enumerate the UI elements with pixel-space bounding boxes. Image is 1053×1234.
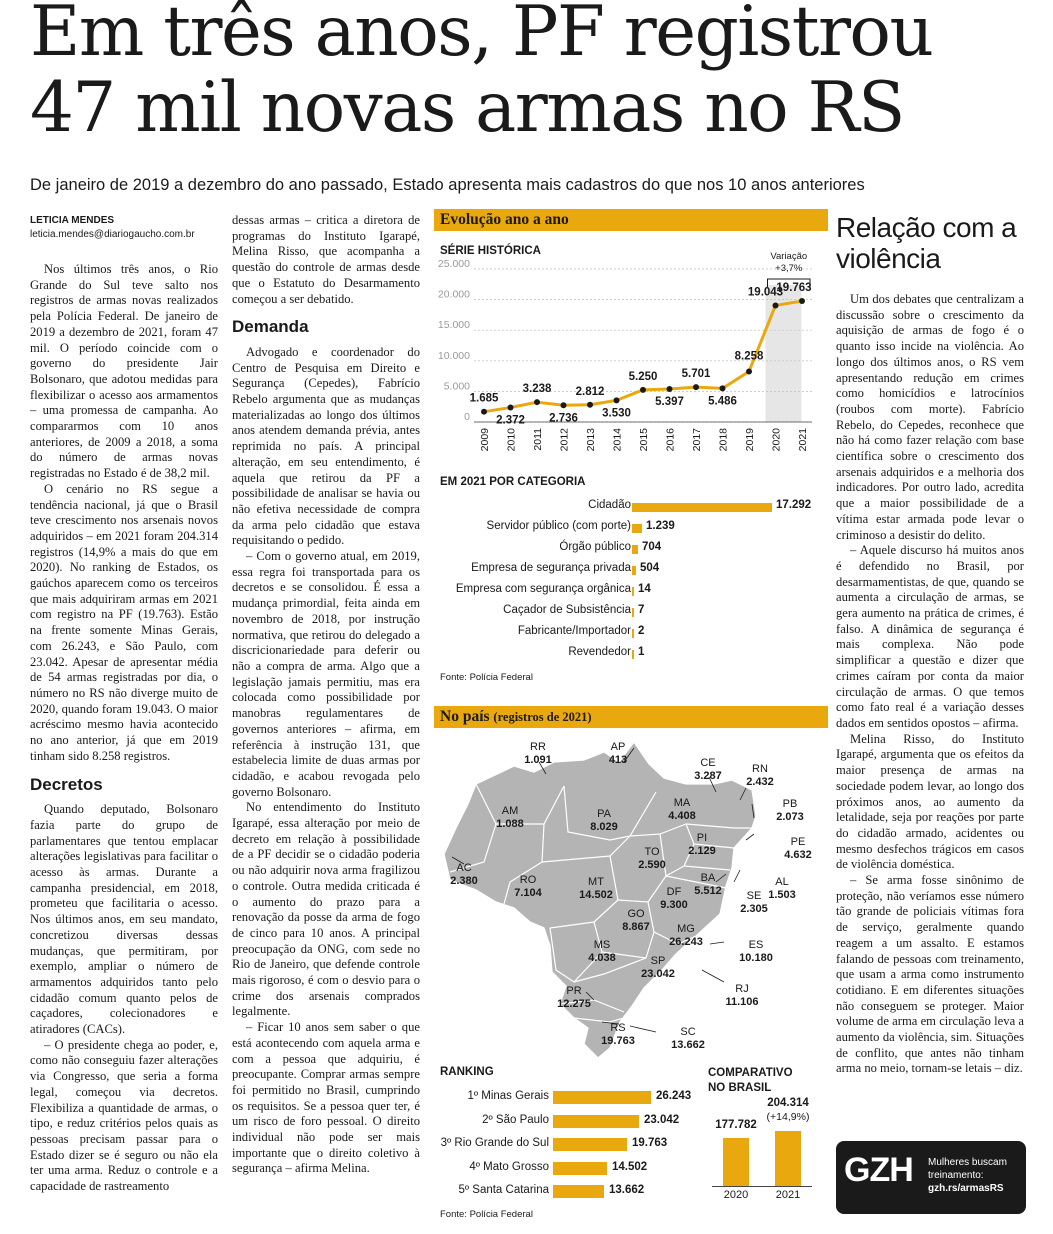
data-label: 5.250 [628,370,658,383]
category-name: Servidor público (com porte) [486,520,631,532]
headline-line-2: 47 mil novas armas no RS [30,68,904,148]
state-value: 1.503 [768,889,796,901]
paragraph: Melina Risso, do Instituto Igarapé, argumenta que os efeitos da maior presença de armas na sociedade podem levar, ao longo dos próximos anos, ao aumento da letalidade, seja por reações por parte do cidadão armado, acidentes ou mesmo desfechos trágicos em casos de violência doméstica. [836,731,1024,872]
serie-historica-label: SÉRIE HISTÓRICA [440,245,541,257]
category-name: Empresa com segurança orgânica [455,583,631,595]
y-tick-label: 5.000 [443,380,470,393]
category-bar [632,587,634,596]
state-value: 10.180 [739,952,773,964]
data-label: 2.372 [496,414,525,427]
category-bar [632,650,634,659]
map-state-label [577,939,627,965]
y-tick-label: 10.000 [437,349,470,362]
state-value: 19.763 [601,1035,635,1047]
x-tick-label: 2013 [585,428,597,452]
ranking-name: 4º Mato Grosso [469,1160,549,1173]
data-point [720,385,726,391]
state-abbr: AM [501,805,519,817]
category-name: Fabricante/Importador [517,625,631,637]
comparativo-year: 2021 [775,1189,801,1201]
state-value: 7.104 [514,887,542,899]
category-bar [632,566,636,575]
data-point [773,302,779,308]
data-label: 8.258 [734,350,764,363]
gzh-promo-text [928,1156,1007,1195]
data-label: 2.812 [575,385,605,398]
state-value: 3.287 [694,770,722,782]
data-label: 1.685 [469,392,499,405]
state-value: 4.408 [668,810,696,822]
gzh-line: treinamento: [928,1170,984,1181]
category-value: 1 [638,646,645,658]
state-abbr: PA [597,808,611,820]
article-column-4 [836,292,1024,1077]
category-name: Órgão público [559,541,631,553]
pais-header [434,706,828,728]
byline [30,215,195,240]
category-value: 1.239 [646,520,675,532]
ranking-value: 26.243 [656,1090,692,1102]
ranking-name: 3º Rio Grande do Sul [440,1137,549,1149]
map-state-label [773,836,823,862]
map-state-label [513,741,563,767]
data-point [481,409,487,415]
comparativo-bar [775,1131,801,1186]
category-value: 704 [642,541,662,553]
state-value: 1.088 [496,818,524,830]
data-label: 5.486 [708,395,737,408]
state-value: 26.243 [669,936,703,948]
state-abbr: SE [746,890,762,902]
comparativo-value: 204.314 [767,1097,809,1109]
byline-email[interactable]: leticia.mendes@diariogaucho.com.br [30,229,195,240]
state-value: 2.380 [450,875,478,887]
data-point [508,404,514,410]
comparativo-year: 2020 [723,1189,749,1201]
categoria-fonte: Fonte: Polícia Federal [440,672,533,683]
map-state-label [503,874,553,900]
map-state-label [683,757,733,783]
state-value: 2.073 [776,811,804,823]
state-value: 1.091 [524,754,552,766]
category-bar [632,524,642,533]
headline [30,0,1040,146]
y-tick-label: 20.000 [437,288,470,301]
gzh-logo: GZH [844,1151,913,1189]
x-tick-label: 2011 [532,428,544,451]
state-value: 2.590 [638,859,666,871]
state-abbr: RS [610,1022,626,1034]
category-name: Caçador de Subsistência [503,604,631,616]
gzh-line: Mulheres buscam [928,1157,1007,1168]
comparativo-note: (+14,9%) [766,1111,810,1123]
paragraph: dessas armas – critica a diretora de programas do Instituto Igarapé, Melina Risso, que acompanha a questão do controle de armas desde que o Estatuto do Desarmamento começou a ser debatido. [232,213,420,306]
data-point [667,386,673,392]
map-state-label [717,983,767,1009]
comparativo-value: 177.782 [715,1119,757,1131]
comparativo-label [708,1066,793,1096]
variation-value: +3,7% [775,263,803,274]
state-value: 9.300 [660,899,688,911]
map-state-label [663,1026,713,1052]
state-value: 14.502 [579,889,613,901]
state-abbr: MT [588,876,604,888]
state-abbr: MG [677,923,695,935]
map-state-label [549,985,599,1011]
headline-line-1: Em três anos, PF registrou [30,0,933,72]
comparativo-label-line: NO BRASIL [708,1082,772,1094]
x-tick-label: 2017 [691,428,703,452]
line-chart [434,245,824,465]
ranking-bar [553,1162,607,1175]
state-abbr: RN [752,763,768,775]
state-abbr: DF [666,886,682,898]
state-abbr: PI [696,832,708,844]
article-column-1 [30,262,218,1195]
data-point [746,368,752,374]
state-value: 13.662 [671,1039,705,1051]
comparativo-axis [712,1186,812,1187]
map-state-label [765,798,815,824]
pais-header-title: No país [440,708,490,725]
category-bar [632,503,772,512]
article-column-2 [232,213,420,1177]
state-abbr: AC [456,862,472,874]
state-abbr: BA [700,872,716,884]
state-value: 4.632 [784,849,812,861]
evolucao-header: Evolução ano a ano [434,209,828,231]
state-abbr: PR [566,985,582,997]
state-abbr: CE [700,757,716,769]
ranking-fonte: Fonte: Polícia Federal [440,1209,533,1220]
paragraph: Nos últimos três anos, o Rio Grande do Sul teve salto nos registros de armas novas realizados pela Polícia Federal. De janeiro de 2019 a dezembro de 2021, foram 47 mil. O período coincide com o governo do presidente Jair Bolsonaro, que adotou medidas para flexibilizar o acesso aos armamentos – uma promessa de campanha. Ao compararmos com 10 anos anteriores, de 2009 a 2018, a soma do número de armas novas registradas no Estado é de 38,2 mil. [30,262,218,481]
data-point [561,402,567,408]
x-tick-label: 2009 [479,428,491,452]
map-state-label [611,908,661,934]
variation-label: Variação [770,251,808,262]
map-state-label [661,923,711,949]
ranking-bar [553,1185,604,1198]
ranking-value: 23.042 [644,1113,680,1126]
paragraph: – Com o governo atual, em 2019, essa regra foi transportada para os decretos e se consolidou. É essa a mudança primordial, feita ainda em novembro de 2018, por instrução normativa, que retirou do delegado a discricionariedade para deferir ou não a compra de arma. Algo que a legislação jamais permitiu, mas era colocada como possibilidade por manobras regulamentares de governos anteriores – afirma, em referência à instrução 131, que estabelecia limite de duas armas por cidadão, e acabou revogada pelo governo Bolsonaro. [232,549,420,799]
x-tick-label: 2010 [505,428,518,452]
ranking-value: 19.763 [632,1137,668,1149]
x-tick-label: 2012 [558,428,571,452]
paragraph: – O presidente chega ao poder, e, como não conseguiu fazer alterações via Congresso, que seria a forma legal, começou via decretos. Flexibiliza a quantidade de armas, o tipo, e reduz critérios pelos quais as pessoas precisam passar para o Estado dizer se é seguro ou não ela ter uma arma. Reduz o controle e a capacidade de rastreamento [30,1037,218,1194]
state-value: 12.275 [557,998,591,1010]
category-bar [632,545,638,554]
category-bar [632,629,634,638]
state-value: 5.512 [694,885,722,897]
x-tick-label: 2018 [717,428,730,452]
state-abbr: AL [775,876,789,888]
category-name: Empresa de segurança privada [471,562,631,574]
data-label: 2.736 [549,412,578,425]
ranking-bar [553,1115,639,1128]
data-point [587,402,593,408]
paragraph: No entendimento do Instituto Igarapé, essa alteração por meio de decreto em relação à possibilidade de a PF decidir se o cidadão poderia ou não adquirir nova arma fragilizou o controle. Outra medida criticada é o aumento do prazo para a renovação da posse da arma de fogo de cinco para 10 anos. A principal preocupação da ONG, com sede no Rio de Janeiro, que defende controle mais rigoroso, é com o desvio para o crime dos arsenais comprados legalmente. [232,800,420,1019]
state-abbr: MS [593,939,611,951]
state-value: 413 [608,754,628,766]
map-state-label [439,862,489,888]
map-state-label [677,832,727,858]
state-abbr: ES [748,939,764,951]
ranking-value: 13.662 [609,1184,645,1196]
state-abbr: RR [530,741,546,753]
map-state-label [657,797,707,823]
data-label: 5.397 [655,395,684,408]
comparativo-label-line: COMPARATIVO [708,1067,793,1079]
ranking-name: 2º São Paulo [482,1113,549,1126]
paragraph: Quando deputado, Bolsonaro fazia parte do grupo de parlamentares que tentou emplacar alterações legislativas para facilitar o acesso às armas. Durante a campanha presidencial, em 2018, prometeu que facilitaria o acesso. Nos últimos anos, em seu mandato, concretizou diversas dessas mudanças, que permitiram, por exemplo, ampliar o número de armamentos adquiridos tanto pelo cidadão comum quanto pelos de caçadores, colecionadores e atiradores (CACs). [30,802,218,1037]
category-value: 17.292 [776,499,812,511]
categoria-label: EM 2021 POR CATEGORIA [440,476,586,488]
data-point [693,384,699,390]
x-tick-label: 2021 [797,428,809,452]
ranking-value: 14.502 [612,1160,648,1173]
data-point [534,399,540,405]
state-abbr: TO [644,846,660,858]
data-label: 3.530 [602,407,631,420]
map-state-label [627,846,677,872]
category-bar [632,608,634,617]
map-state-label [633,955,683,981]
section-heading-decretos: Decretos [30,774,103,794]
x-tick-label: 2019 [744,428,756,452]
gzh-link[interactable]: gzh.rs/armasRS [928,1183,1004,1194]
category-name: Revendedor [568,646,631,658]
state-abbr: PE [790,836,806,848]
data-label: 3.238 [522,383,552,396]
category-value: 7 [638,604,645,616]
state-value: 2.129 [688,845,716,857]
y-tick-label: 15.000 [437,319,470,332]
state-value: 8.867 [622,921,650,933]
pais-header-sub: (registros de 2021) [493,710,592,724]
x-tick-label: 2020 [770,428,783,452]
state-abbr: PB [782,798,798,810]
state-abbr: GO [627,908,645,920]
map-state-label [579,808,629,834]
category-value: 2 [638,625,645,637]
x-tick-label: 2016 [664,428,677,452]
data-point [614,397,620,403]
state-abbr: MA [673,797,691,809]
y-tick-label: 0 [464,411,470,423]
ranking-bar [553,1138,627,1151]
state-value: 2.432 [746,776,774,788]
x-tick-label: 2015 [638,428,650,452]
category-value: 14 [638,583,651,595]
map-state-label [735,763,785,789]
map-state-label [729,890,779,916]
state-abbr: RJ [735,983,749,995]
x-tick-label: 2014 [611,428,624,452]
section-heading-demanda: Demanda [232,317,309,337]
ranking-name: 1º Minas Gerais [467,1090,549,1102]
comparativo-bar [723,1138,749,1186]
state-value: 4.038 [588,952,616,964]
state-abbr: AP [610,741,626,753]
byline-name: LETICIA MENDES [30,215,115,226]
data-label: 5.701 [681,368,711,381]
map-state-label [593,1022,643,1048]
category-name: Cidadão [588,499,631,511]
subtitle: De janeiro de 2019 a dezembro do ano passado, Estado apresenta mais cadastros do que nos 10 anos anteriores [30,176,865,194]
y-tick-label: 25.000 [437,258,470,270]
gzh-promo-box[interactable] [836,1141,1026,1214]
data-point [640,387,646,393]
ranking-bar [553,1091,651,1104]
category-value: 504 [640,562,660,574]
data-label: 19.763 [776,282,812,295]
paragraph: Advogado e coordenador do Centro de Pesquisa em Direito e Segurança (Cepedes), Fabrício Rebelo argumenta que as mudanças materializadas ao longo dos últimos anos atendem demanda prévia, antes reprimida no país. A principal alteração, em seu entendimento, é aquela que retirou da PF a possibilidade de analisar se havia ou não efetiva necessidade de compra da arma pelo cidadão que estava requisitando o pedido. [232,344,420,548]
map-state-label [485,805,535,831]
paragraph: O cenário no RS segue a tendência nacional, já que o Brasil teve crescimento nos arsenais novos adquiridos – em 2021 foram 204.314 registros (14,9% a mais do que em 2020). No ranking de Estados, os gaúchos aparecem como os terceiros que mais adquiriram armas em 2021 com registro na PF (19.763). Estão na frente somente Minas Gerais, com 26.243, e São Paulo, com 23.042. Apesar de apresentar média de 54 armas registradas por dia, o número no RS não diverge muito de 2020, quando foram 19.043. O maior acréscimo mesmo havia acontecido no ano anterior, já que em 2019 tinham sido 8.258 registros. [30,481,218,763]
state-abbr: RO [519,874,537,886]
ranking-name: 5º Santa Catarina [458,1184,549,1196]
state-value: 8.029 [590,821,618,833]
map-state-label [571,876,621,902]
paragraph: Um dos debates que centralizam a discussão sobre o crescimento da aquisição de armas de fogo é o quanto isso incide na violência. Ao longo dos últimos anos, o RS vem apresentando redução em crimes como homicídios e latrocínios (roubos com morte). Fabrício Rebelo, do Cepedes, reconhece que não há como fazer relação com base científica sobre o crescimento dos arsenais adquiridos e a melhoria dos indicadores. Por outro lado, acredita que a maior possibilidade de a vítima estar armada pode levar o criminoso a desistir do delito. [836,292,1024,542]
data-label: 19.043 [747,286,784,299]
paragraph: – Se arma fosse sinônimo de proteção, não veríamos esse número tão grande de policiais vítimas fora de serviço, geralmente quando reagem a um assalto. E estamos falando de pessoas com treinamento, que usam a arma como instrumento cotidiano. E em diferentes situações não conseguem se proteger. Maior volume de arma em circulação leva a aumento da violência, sim. Situações de conflito, que antes não tinham arma no meio, tornam-se letais – diz. [836,873,1024,1076]
data-point [799,298,805,304]
state-value: 2.305 [740,903,768,915]
map-state-label [731,939,781,965]
state-value: 23.042 [641,968,675,980]
map-state-label [593,741,643,767]
sidebar-title: Relação com a violência [836,212,1017,274]
state-abbr: SP [650,955,666,967]
state-abbr: SC [680,1026,696,1038]
ranking-label: RANKING [440,1066,494,1078]
paragraph: – Aquele discurso há muitos anos é defendido no Brasil, por desarmamentistas, de que, quando se aumenta a circulação de armas, se gera aumento na prática de crimes, é falso. A dinâmica de segurança é mais complexa. Não pode simplificar a questão e dizer que crimes caíram por conta da maior circulação de armas. O que temos como fato real é a variação desses dados em sentidos opostos – afirma. [836,543,1024,730]
state-value: 11.106 [725,996,759,1008]
paragraph: – Ficar 10 anos sem saber o que está acontecendo com aquela arma e com a pessoa que adquiriu, é preocupante. Comprar armas sempre foi permitido no Brasil, cumprindo os requisitos. Se a pessoa quer ter, é um risco de foro pessoal. O direito individual não pode ser mais importante que o direito coletivo à segurança – afirma Melina. [232,1020,420,1176]
